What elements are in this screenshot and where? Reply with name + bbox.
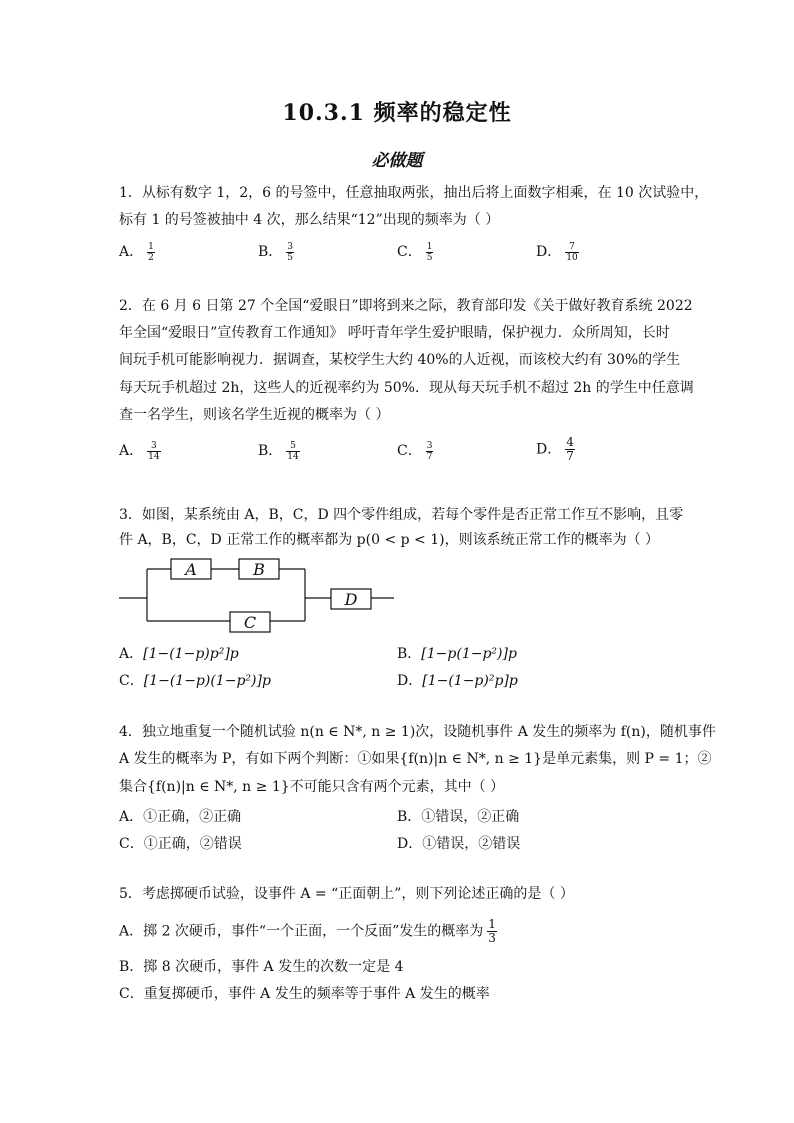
- q5-line-1: 5．考虑掷硬币试验，设事件 A = “正面朝上”，则下列论述正确的是（ ）: [119, 886, 574, 902]
- q4-option-a: A．①正确，②正确: [119, 809, 242, 825]
- q2-option-c: C． $\frac{3}{7}$: [397, 440, 433, 462]
- q2-option-b: B． $\frac{5}{14}$: [258, 440, 299, 462]
- q1-line-2: 标有 1 的号签被抽中 4 次，那么结果“12”出现的频率为（ ）: [119, 212, 500, 228]
- component-c-label: C: [243, 613, 257, 632]
- q3-option-c: C．[1−(1−p)(1−p²)]p: [119, 673, 271, 689]
- q1-option-c: C． $\frac{1}{5}$: [397, 241, 433, 263]
- component-d-label: D: [344, 590, 358, 609]
- q4-line-3: 集合{f(n)|n ∈ N*, n ≥ 1}不可能只含有两个元素，其中（ ）: [119, 779, 505, 795]
- q2-line-3: 间玩手机可能影响视力．据调查，某校学生大约 40%的人近视，而该校大约有 30%的学生: [119, 352, 681, 368]
- page-title: 10.3.1 频率的稳定性: [282, 100, 512, 126]
- q2-line-4: 每天玩手机超过 2h，这些人的近视率约为 50%．现从每天玩手机不超过 2h 的学生中任意调: [119, 380, 694, 396]
- q5-option-c: C．重复掷硬币，事件 A 发生的频率等于事件 A 发生的概率: [119, 986, 490, 1002]
- component-b-label: B: [253, 560, 265, 579]
- circuit-diagram: [119, 556, 409, 636]
- q3-option-d: D．[1−(1−p)²p]p: [397, 673, 518, 689]
- q3-line-1: 3．如图，某系统由 A，B，C，D 四个零件组成，若每个零件是否正常工作互不影响，且零: [119, 507, 684, 523]
- q5-option-b: B．掷 8 次硬币，事件 A 发生的次数一定是 4: [119, 959, 404, 975]
- q4-line-2: A 发生的概率为 P，有如下两个判断：①如果{f(n)|n ∈ N*, n ≥ 1}是单元素集，则 P = 1；②: [119, 751, 712, 767]
- q1-line-1: 1．从标有数字 1，2，6 的号签中，任意抽取两张，抽出后将上面数字相乘，在 10 次试验中，: [119, 185, 709, 201]
- q3-option-a: A．[1−(1−p)p²]p: [119, 646, 239, 662]
- q2-line-1: 2．在 6 月 6 日第 27 个全国“爱眼日”即将到来之际，教育部印发《关于做好教育系统 2022: [119, 298, 693, 314]
- q4-option-d: D．①错误，②错误: [397, 836, 521, 852]
- section-subtitle: 必做题: [371, 151, 423, 171]
- q4-option-b: B．①错误，②正确: [397, 809, 520, 825]
- q3-line-2: 件 A，B，C，D 正常工作的概率都为 p(0 < p < 1)，则该系统正常工作的概率为（ ）: [119, 532, 660, 548]
- q4-option-c: C．①正确，②错误: [119, 836, 242, 852]
- component-a-label: A: [185, 560, 197, 579]
- q3-option-b: B．[1−p(1−p²)]p: [397, 646, 517, 662]
- q2-option-d: D． $\frac{4}{7}$: [536, 435, 574, 463]
- q4-line-1: 4．独立地重复一个随机试验 n(n ∈ N*, n ≥ 1)次，设随机事件 A 发生的频率为 f(n)，随机事件: [119, 724, 716, 740]
- q1-option-b: B． $\frac{3}{5}$: [258, 241, 294, 263]
- q5-option-a: A．掷 2 次硬币，事件“一个正面，一个反面”发生的概率为 $\frac{1}{3}$: [119, 917, 496, 945]
- q1-option-d: D． $\frac{7}{10}$: [536, 241, 578, 263]
- q2-line-2: 年全国“爱眼日”宣传教育工作通知》 呼吁青年学生爱护眼睛，保护视力．众所周知，长时: [119, 325, 670, 341]
- q2-line-5: 查一名学生，则该名学生近视的概率为（ ）: [119, 407, 390, 423]
- q1-option-a: A． $\frac{1}{2}$: [119, 241, 154, 263]
- q2-option-a: A． $\frac{3}{14}$: [119, 440, 160, 462]
